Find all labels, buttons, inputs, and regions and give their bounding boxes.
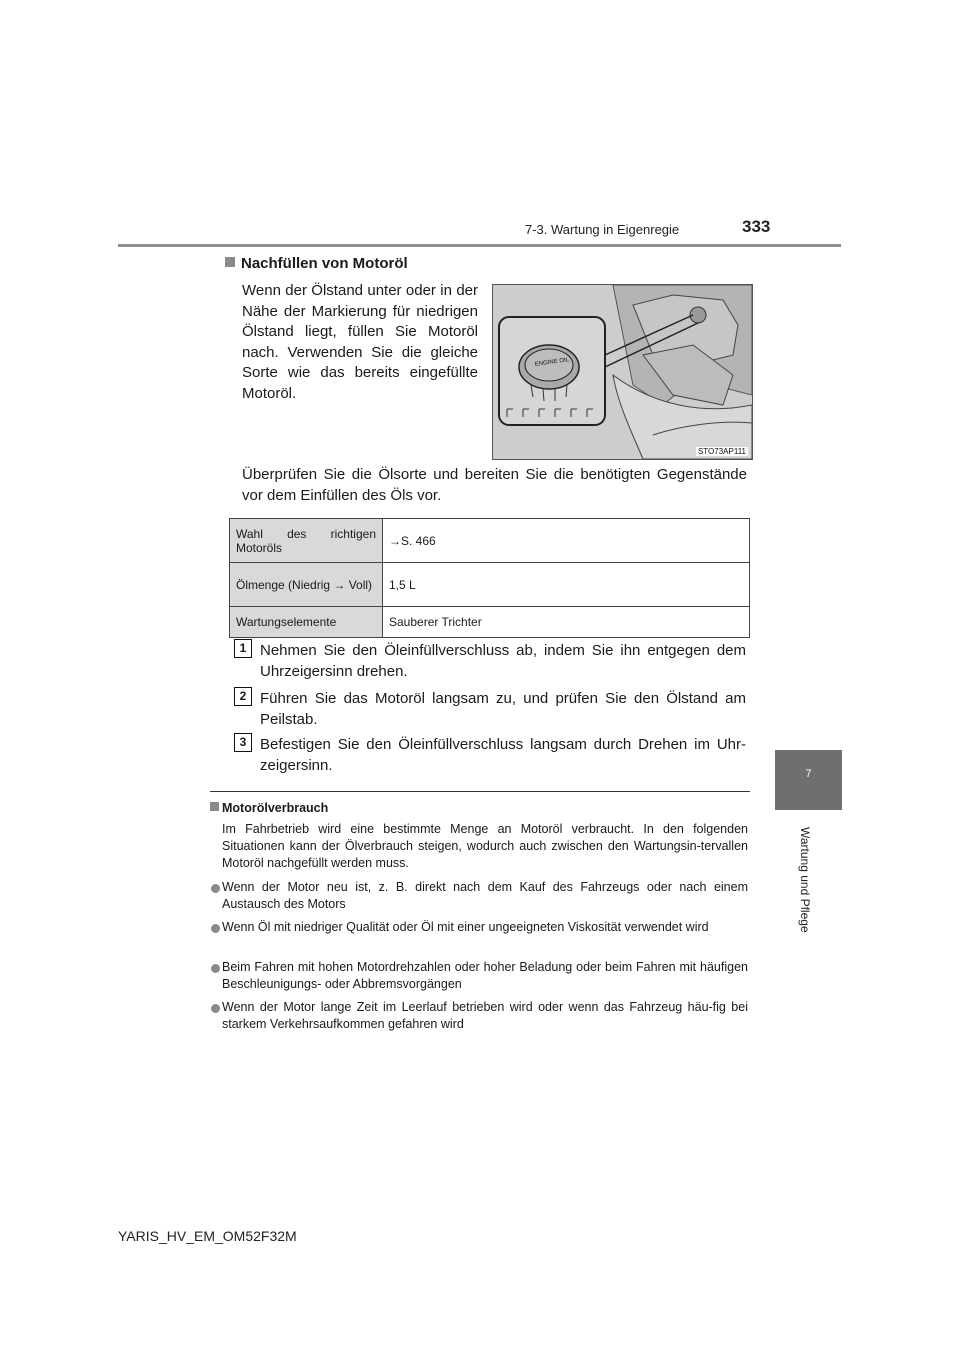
section-heading-text: Nachfüllen von Motoröl [241,255,408,272]
table-label: Wartungselemente [230,607,383,638]
table-row [230,607,750,638]
bullet-dot-icon [211,964,220,973]
chapter-label: Wartung und Pflege [798,827,812,933]
note-bullet-3: Beim Fahren mit hohen Motordrehzahlen oder hoher Beladung oder beim Fahren mit häufigen Beschleunigungs- oder Abbremsvorgängen [222,960,748,991]
page-number: 333 [742,217,771,236]
table-value: →S. 466 [383,519,750,563]
note-bullet-4: Wenn der Motor lange Zeit im Leerlauf betrieben wird oder wenn das Fahrzeug häu-fig bei starkem Verkehrsaufkommen gefahren wird [222,1000,748,1031]
document-code: YARIS_HV_EM_OM52F32M [118,1228,297,1244]
cap-label: ENGINE OIL [534,357,570,368]
note-title-text: Motorölverbrauch [222,801,329,815]
section-heading [225,255,408,272]
bullet-dot-icon [211,884,220,893]
step-number-2: 2 [234,687,252,706]
engine-bay-illustration [493,285,752,459]
table-label: Wahl des richtigen Motoröls [230,519,383,563]
note-bullet-2: Wenn Öl mit niedriger Qualität oder Öl mit einer ungeeigneten Viskosität verwendet wird [222,920,709,934]
bullet-dot-icon [211,1004,220,1013]
header-divider [118,244,841,247]
square-bullet-icon [210,802,219,811]
table-value: Sauberer Trichter [383,607,750,638]
table-row [230,563,750,607]
chapter-number: 7 [805,768,812,780]
bullet-dot-icon [211,924,220,933]
step-number-1: 1 [234,639,252,658]
spec-table [229,518,750,638]
note-divider [210,791,750,792]
section-title: 7-3. Wartung in Eigenregie [525,222,680,237]
step-text-2: Führen Sie das Motoröl langsam zu, und prüfen Sie den Ölstand am Peilstab. [260,690,746,728]
square-bullet-icon [225,257,235,267]
step-text-3: Befestigen Sie den Öleinfüllverschluss langsam durch Drehen im Uhr-zeigersinn. [260,736,746,774]
step-text-1: Nehmen Sie den Öleinfüllverschluss ab, indem Sie ihn entgegen dem Uhrzeigersinn drehen. [260,642,746,680]
table-value: 1,5 L [383,563,750,607]
note-title [210,801,328,815]
intro-paragraph: Wenn der Ölstand unter oder in der Nähe der Markierung für niedrigen Ölstand liegt, füllen Sie Motoröl nach. Verwenden Sie die gleiche Sorte wie das bereits eingefüllte Motoröl. [242,282,478,402]
engine-oil-cap-figure [492,284,753,460]
check-paragraph: Überprüfen Sie die Ölsorte und bereiten Sie die benötigten Gegenstände vor dem Einfüllen des Öls vor. [242,466,747,504]
note-paragraph: Im Fahrbetrieb wird eine bestimmte Menge an Motoröl verbraucht. In den folgenden Situationen kann der Ölverbrauch steigen, wodurch auch zwischen den Wartungsin-tervallen Motoröl nachgefüllt werden muss. [222,822,748,870]
chapter-tab [775,750,842,810]
table-label: Ölmenge (Niedrig → Voll) [230,563,383,607]
note-bullet-1: Wenn der Motor neu ist, z. B. direkt nach dem Kauf des Fahrzeugs oder nach einem Austausch des Motors [222,880,748,911]
table-row [230,519,750,563]
figure-code: STO73AP111 [697,447,746,456]
step-number-3: 3 [234,733,252,752]
